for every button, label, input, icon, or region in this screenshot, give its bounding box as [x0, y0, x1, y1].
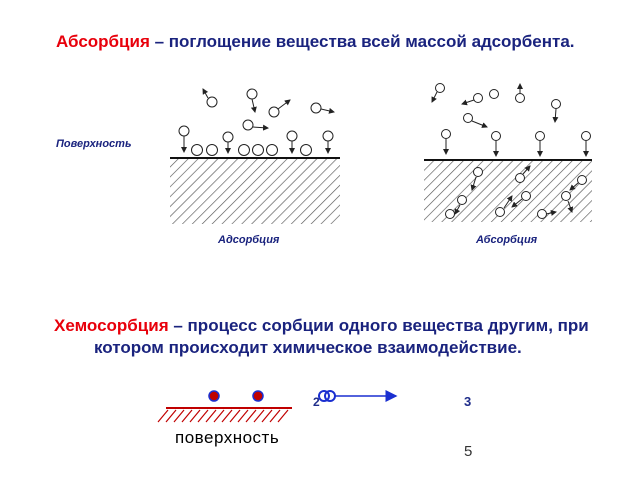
- chemisorption-definition-line1: – процесс сорбции одного вещества другим, при: [168, 316, 589, 335]
- chemisorption-definition: [54, 315, 589, 359]
- absorption-diagram: [424, 84, 592, 223]
- subscript-2: 2: [313, 395, 320, 409]
- chemisorption-diagram: [158, 391, 396, 422]
- absorption-term: Абсорбция: [56, 32, 150, 51]
- absorption-caption: Абсорбция: [476, 234, 538, 246]
- chemisorption-term: Хемосорбция: [54, 316, 169, 335]
- adsorption-caption: Адсорбция: [218, 234, 280, 246]
- surface-label: Поверхность: [56, 138, 132, 150]
- number-5: 5: [464, 443, 473, 460]
- absorption-definition-text: – поглощение вещества всей массой адсорбента.: [149, 32, 575, 51]
- surface-word: поверхность: [175, 428, 280, 447]
- adsorption-diagram: [170, 89, 340, 224]
- chemisorption-definition-line2: котором происходит химическое взаимодействие.: [94, 338, 522, 357]
- number-3: 3: [464, 394, 472, 409]
